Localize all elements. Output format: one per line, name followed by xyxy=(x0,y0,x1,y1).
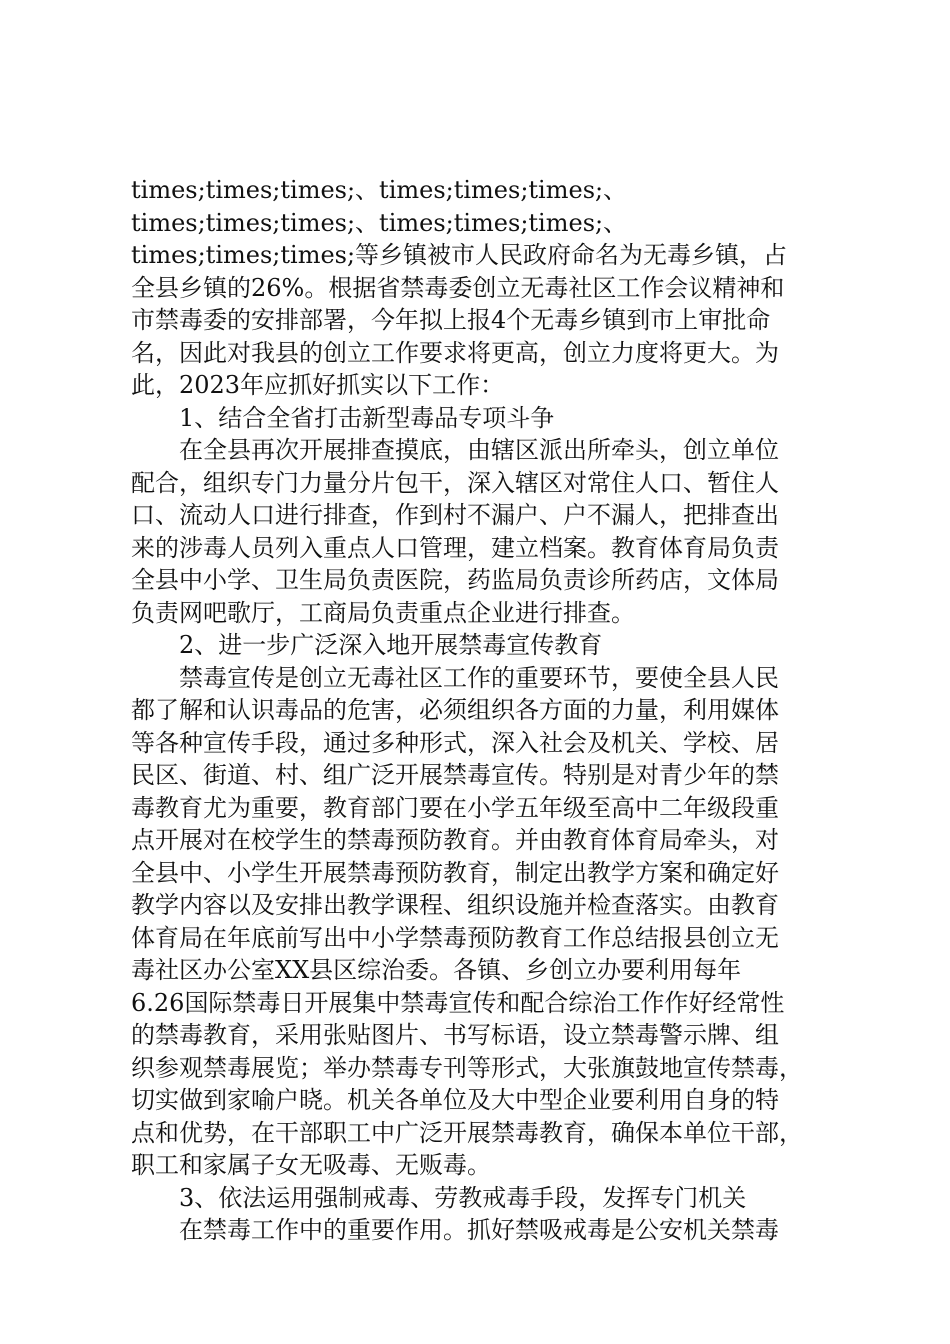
text-line: 职工和家属子女无吸毒、无贩毒。 xyxy=(131,1151,491,1179)
text-line: 名，因此对我县的创立工作要求将更高，创立力度将更大。为 xyxy=(131,338,779,367)
text-line: 负责网吧歌厅，工商局负责重点企业进行排查。 xyxy=(131,598,635,627)
text-line: 禁毒宣传是创立无毒社区工作的重要环节，要使全县人民 xyxy=(179,663,779,692)
text-line: 全县中小学、卫生局负责医院，药监局负责诊所药店，文体局 xyxy=(131,566,779,594)
text-line: times;times;times;、times;times;times;、 xyxy=(131,208,628,237)
text-line: times;times;times;等乡镇被市人民政府命名为无毒乡镇，占 xyxy=(131,241,788,269)
text-line: 体育局在年底前写出中小学禁毒预防教育工作总结报县创立无 xyxy=(131,923,779,952)
section-heading: 2、进一步广泛深入地开展禁毒宣传教育 xyxy=(179,631,603,659)
text-line: 口、流动人口进行排查，作到村不漏户、户不漏人，把排查出 xyxy=(131,501,779,529)
text-line: 教学内容以及安排出教学课程、组织设施并检查落实。由教育 xyxy=(131,891,779,919)
text-line: 配合，组织专门力量分片包干，深入辖区对常住人口、暂住人 xyxy=(131,468,779,497)
text-line: 在禁毒工作中的重要作用。抓好禁吸戒毒是公安机关禁毒 xyxy=(179,1216,779,1244)
text-line: 此，2023年应抓好抓实以下工作： xyxy=(131,371,505,399)
text-line: 毒教育尤为重要，教育部门要在小学五年级至高中二年级段重 xyxy=(131,793,779,822)
text-line: 都了解和认识毒品的危害，必须组织各方面的力量，利用媒体 xyxy=(131,696,779,724)
text-line: 6.26国际禁毒日开展集中禁毒宣传和配合综治工作作好经常性 xyxy=(131,988,785,1017)
text-line: 的禁毒教育，采用张贴图片、书写标语，设立禁毒警示牌、组 xyxy=(131,1021,779,1049)
text-line: 织参观禁毒展览；举办禁毒专刊等形式，大张旗鼓地宣传禁毒， xyxy=(131,1053,803,1082)
text-line: 市禁毒委的安排部署，今年拟上报4个无毒乡镇到市上审批命 xyxy=(131,306,771,334)
text-line: 毒社区办公室XX县区综治委。各镇、乡创立办要利用每年 xyxy=(131,956,742,984)
text-line: 全县中、小学生开展禁毒预防教育，制定出教学方案和确定好 xyxy=(131,858,779,887)
text-line: 切实做到家喻户晓。机关各单位及大中型企业要利用自身的特 xyxy=(131,1086,779,1114)
section-heading: 1、结合全省打击新型毒品专项斗争 xyxy=(179,403,555,432)
section-heading: 3、依法运用强制戒毒、劳教戒毒手段，发挥专门机关 xyxy=(179,1183,747,1212)
document-body xyxy=(131,174,841,1247)
text-line: 点开展对在校学生的禁毒预防教育。并由教育体育局牵头，对 xyxy=(131,826,779,854)
text-line: times;times;times;、times;times;times;、 xyxy=(131,176,628,204)
text-line: 全县乡镇的26%。根据省禁毒委创立无毒社区工作会议精神和 xyxy=(131,273,785,302)
text-line: 点和优势，在干部职工中广泛开展禁毒教育，确保本单位干部， xyxy=(131,1118,803,1147)
text-line: 在全县再次开展排查摸底，由辖区派出所牵头，创立单位 xyxy=(179,436,779,464)
text-line: 民区、街道、村、组广泛开展禁毒宣传。特别是对青少年的禁 xyxy=(131,761,779,789)
text-line: 来的涉毒人员列入重点人口管理，建立档案。教育体育局负责 xyxy=(131,533,779,562)
text-line: 等各种宣传手段，通过多种形式，深入社会及机关、学校、居 xyxy=(131,728,779,757)
